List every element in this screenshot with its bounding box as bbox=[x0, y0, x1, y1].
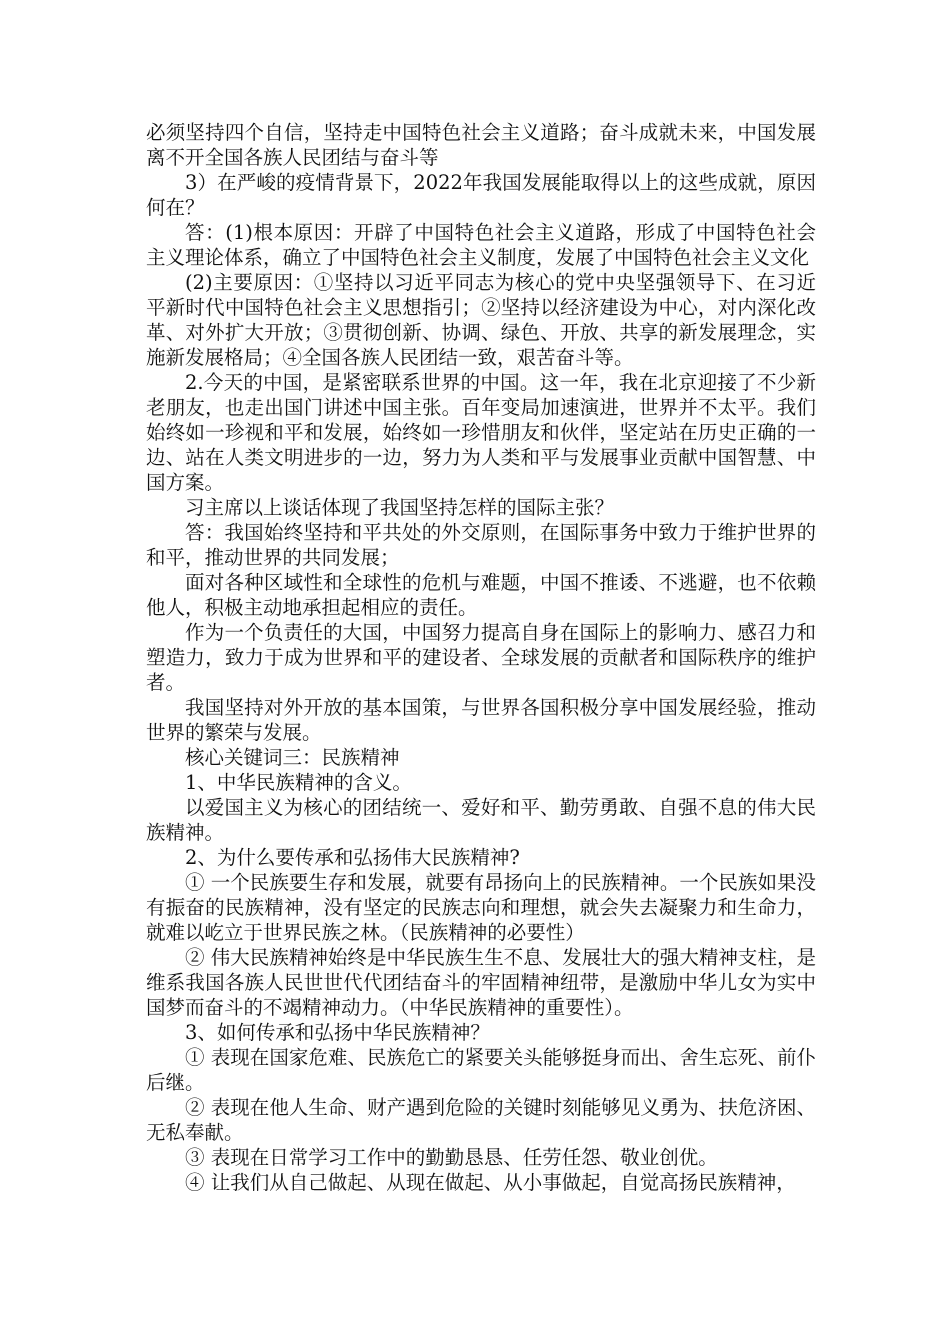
answer-paragraph: 答：我国始终坚持和平共处的外交原则，在国际事务中致力于维护世界的和平，推动世界的共同发展； bbox=[146, 521, 816, 569]
answer-paragraph: 答：(1)根本原因：开辟了中国特色社会主义道路，形成了中国特色社会主义理论体系，确立了中国特色社会主义制度，发展了中国特色社会主义文化 bbox=[146, 221, 816, 269]
list-item: ② 伟大民族精神始终是中华民族生生不息、发展壮大的强大精神支柱，是维系我国各族人民世世代代团结奋斗的牢固精神纽带，是激励中华儿女为实中国梦而奋斗的不竭精神动力。（中华民族精神的重要性）。 bbox=[146, 946, 816, 1019]
list-item: ① 一个民族要生存和发展，就要有昂扬向上的民族精神。一个民族如果没有振奋的民族精神，没有坚定的民族志向和理想，就会失去凝聚力和生命力，就难以屹立于世界民族之林。（民族精神的必要性） bbox=[146, 871, 816, 944]
list-item: ③ 表现在日常学习工作中的勤勤恳恳、任劳任怨、敬业创优。 bbox=[185, 1146, 718, 1169]
list-item: ② 表现在他人生命、财产遇到危险的关键时刻能够见义勇为、扶危济困、无私奉献。 bbox=[146, 1096, 816, 1144]
paragraph: 面对各种区域性和全球性的危机与难题，中国不推诿、不逃避，也不依赖他人，积极主动地承担起相应的责任。 bbox=[146, 571, 816, 619]
paragraph: 必须坚持四个自信，坚持走中国特色社会主义道路；奋斗成就未来，中国发展离不开全国各族人民团结与奋斗等 bbox=[146, 121, 816, 169]
section-heading: 核心关键词三：民族精神 bbox=[185, 746, 400, 769]
question-heading: 3）在严峻的疫情背景下，2022年我国发展能取得以上的这些成就，原因何在？ bbox=[146, 171, 816, 219]
question-heading: 习主席以上谈话体现了我国坚持怎样的国际主张？ bbox=[185, 496, 615, 519]
paragraph: 作为一个负责任的大国，中国努力提高自身在国际上的影响力、感召力和塑造力，致力于成为世界和平的建设者、全球发展的贡献者和国际秩序的维护者。 bbox=[146, 621, 816, 694]
paragraph: 我国坚持对外开放的基本国策，与世界各国积极分享中国发展经验，推动世界的繁荣与发展。 bbox=[146, 696, 816, 744]
paragraph: 以爱国主义为核心的团结统一、爱好和平、勤劳勇敢、自强不息的伟大民族精神。 bbox=[146, 796, 816, 844]
subsection-heading: 1、中华民族精神的含义。 bbox=[185, 771, 412, 794]
document-page bbox=[146, 120, 816, 1195]
paragraph: (2)主要原因：①坚持以习近平同志为核心的党中央坚强领导下、在习近平新时代中国特色社会主义思想指引；②坚持以经济建设为中心，对内深化改革、对外扩大开放；③贯彻创新、协调、绿色、开放、共享的新发展理念，实施新发展格局；④全国各族人民团结一致，艰苦奋斗等。 bbox=[146, 271, 816, 369]
list-item: ④ 让我们从自己做起、从现在做起、从小事做起，自觉高扬民族精神， bbox=[185, 1171, 796, 1194]
question-material: 2.今天的中国，是紧密联系世界的中国。这一年，我在北京迎接了不少新老朋友，也走出国门讲述中国主张。百年变局加速演进，世界并不太平。我们始终如一珍视和平和发展，始终如一珍惜朋友和伙伴，坚定站在历史正确的一边、站在人类文明进步的一边，努力为人类和平与发展事业贡献中国智慧、中国方案。 bbox=[146, 371, 816, 494]
subsection-heading: 2、为什么要传承和弘扬伟大民族精神? bbox=[185, 846, 520, 869]
subsection-heading: 3、如何传承和弘扬中华民族精神？ bbox=[185, 1021, 490, 1044]
list-item: ① 表现在国家危难、民族危亡的紧要关头能够挺身而出、舍生忘死、前仆后继。 bbox=[146, 1046, 816, 1094]
